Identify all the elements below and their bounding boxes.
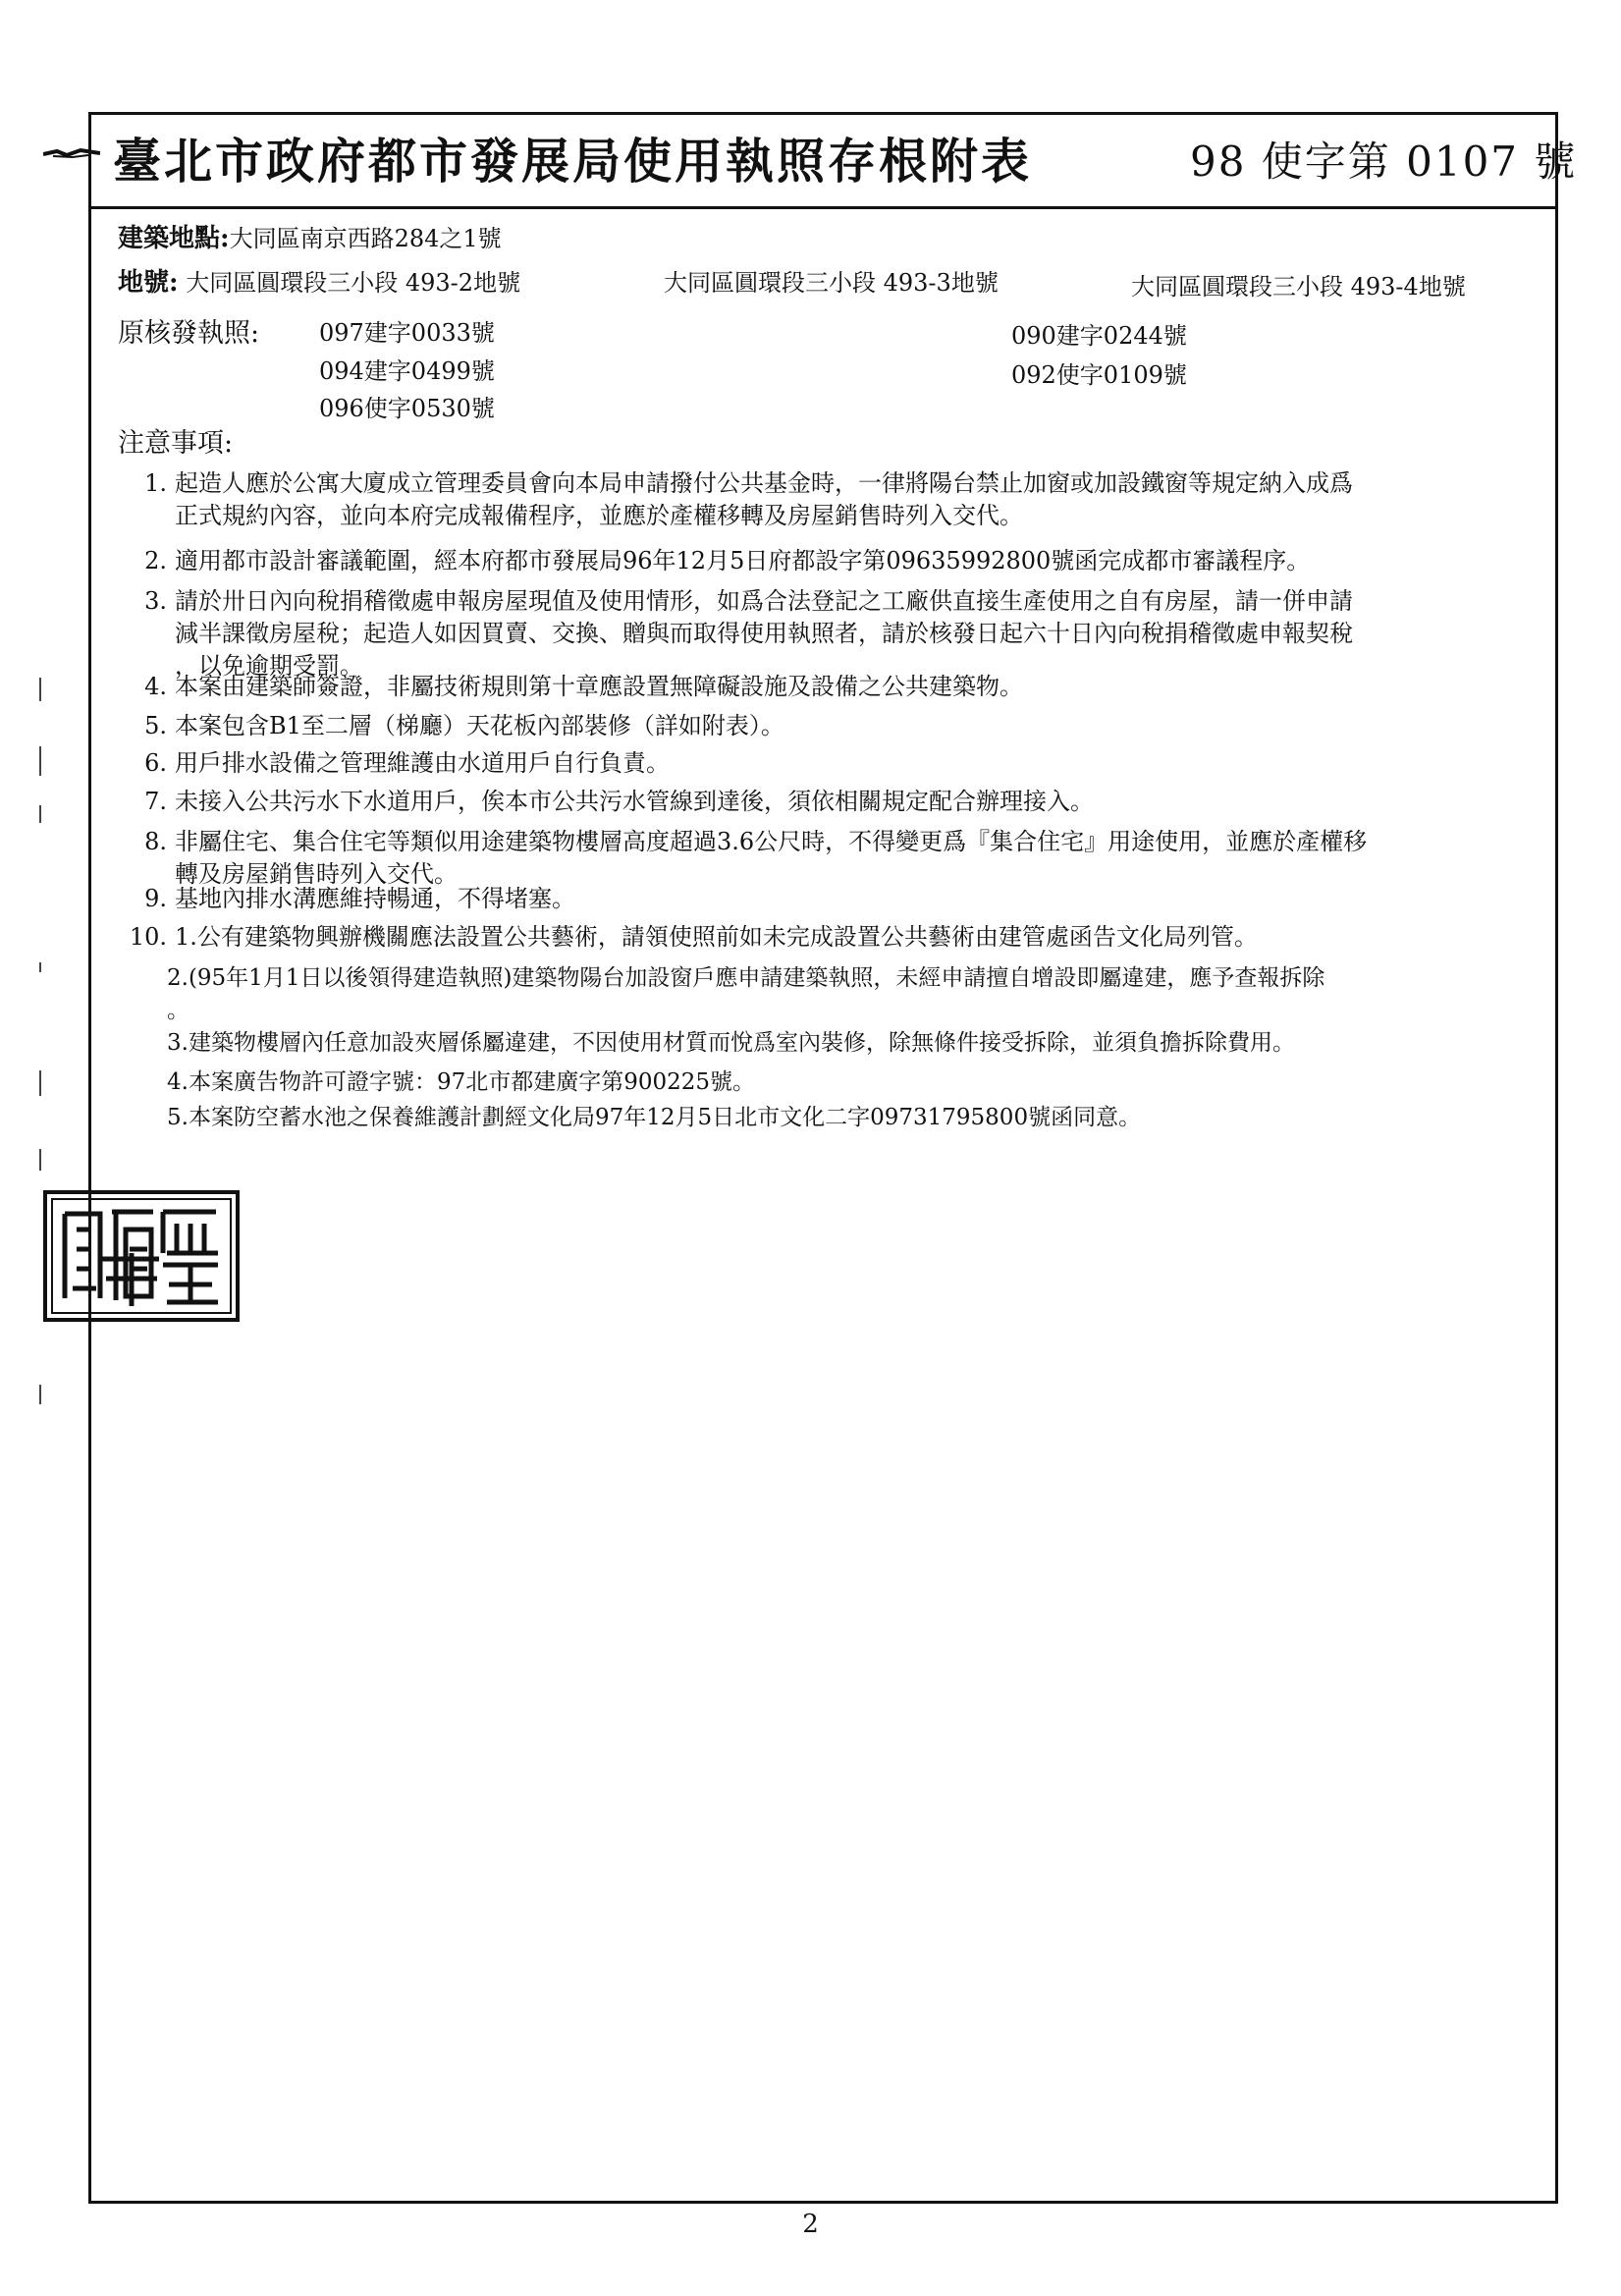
note-number: 5.	[144, 712, 167, 739]
note-item	[120, 710, 1553, 742]
note-number: 2.	[144, 547, 167, 574]
note-body	[175, 786, 1553, 818]
permit-item: 097建字0033號	[319, 319, 495, 347]
lot-item: 大同區圓環段三小段 493-2地號	[186, 269, 521, 297]
address-value: 大同區南京西路284之1號	[229, 225, 502, 252]
note-line: 本案包含B1至二層（梯廳）天花板內部裝修（詳如附表）。	[175, 712, 784, 739]
header-divider	[88, 206, 1558, 209]
lot-item: 大同區圓環段三小段 493-4地號	[1131, 273, 1466, 301]
sub-note-item	[167, 1066, 1551, 1099]
official-seal-icon	[43, 1190, 240, 1322]
note-line: 基地內排水溝應維持暢通，不得堵塞。	[175, 885, 575, 912]
note-item	[120, 826, 1553, 891]
permit-item: 090建字0244號	[1011, 322, 1187, 350]
note-item	[120, 585, 1553, 683]
permit-number: 98 使字第 0107 號	[1190, 137, 1578, 186]
note-item	[120, 545, 1553, 577]
address-label: 建築地點:	[118, 224, 230, 253]
permit-item: 092使字0109號	[1011, 361, 1187, 389]
page-frame	[88, 112, 1558, 2204]
note-line: 用戶排水設備之管理維護由水道用戶自行負責。	[175, 749, 670, 777]
note-line: 轉及房屋銷售時列入交代。	[175, 860, 458, 888]
lot-label: 地號:	[118, 268, 179, 298]
note-line: 本案由建築師簽證，非屬技術規則第十章應設置無障礙設施及設備之公共建築物。	[175, 673, 1023, 700]
permit-item: 094建字0499號	[319, 357, 495, 385]
note-number: 7.	[144, 788, 167, 815]
note-line: 正式規約內容，並向本府完成報備程序，並應於產權移轉及房屋銷售時列入交代。	[175, 502, 1023, 529]
lot-item: 大同區圓環段三小段 493-3地號	[664, 269, 999, 297]
note-number: 9.	[144, 885, 167, 912]
note-number: 1.	[144, 469, 167, 497]
sub-note-item	[167, 962, 1551, 1027]
permit-item: 096使字0530號	[319, 395, 495, 422]
note-line: 起造人應於公寓大廈成立管理委員會向本局申請撥付公共基金時，一律將陽台禁止加窗或加設鐵窗等規定納入成爲	[175, 469, 1353, 497]
note-body	[175, 883, 1553, 915]
note-body	[175, 921, 1553, 954]
note-body	[175, 710, 1553, 742]
sub-note-line: 5.本案防空蓄水池之保養維護計劃經文化局97年12月5日北市文化二字09731795800號函同意。	[167, 1105, 1142, 1130]
sub-note-line: 2.(95年1月1日以後領得建造執照)建築物陽台加設窗戶應申請建築執照，未經申請擅自增設即屬違建，應予查報拆除	[167, 965, 1325, 991]
note-line: 適用都市設計審議範圍，經本府都市發展局96年12月5日府都設字第09635992800號函完成都市審議程序。	[175, 547, 1311, 574]
sub-note-line: 3.建築物樓層內任意加設夾層係屬違建，不因使用材質而悅爲室內裝修，除無條件接受拆除，並須負擔拆除費用。	[167, 1030, 1295, 1056]
note-number: 8.	[144, 828, 167, 855]
note-line: 非屬住宅、集合住宅等類似用途建築物樓層高度超過3.6公尺時，不得變更爲『集合住宅』用途使用，並應於產權移	[175, 828, 1368, 855]
note-body	[175, 671, 1553, 703]
note-number: 3.	[144, 587, 167, 615]
note-line: 1.公有建築物興辦機關應法設置公共藝術，請領使照前如未完成設置公共藝術由建管處函告文化局列管。	[175, 923, 1258, 951]
document-title: 臺北市政府都市發展局使用執照存根附表	[113, 133, 1033, 190]
note-line: ，以免逾期受罰。	[175, 652, 363, 680]
note-body	[175, 747, 1553, 780]
note-line: 減半課徵房屋稅；起造人如因買賣、交換、贈與而取得使用執照者，請於核發日起六十日內向稅捐稽徵處申報契稅	[175, 620, 1353, 647]
note-body	[175, 826, 1553, 891]
note-number: 10.	[129, 923, 167, 951]
note-item	[120, 671, 1553, 703]
sub-note-line: 4.本案廣告物許可證字號：97北市都建廣字第900225號。	[167, 1069, 756, 1095]
original-permits-label: 原核發執照:	[118, 318, 260, 349]
page-number: 2	[802, 2210, 819, 2239]
note-item	[120, 786, 1553, 818]
note-item	[120, 747, 1553, 780]
note-body	[175, 545, 1553, 577]
note-item	[120, 921, 1553, 954]
note-number: 4.	[144, 673, 167, 700]
sub-note-line: 。	[167, 998, 189, 1023]
note-item	[120, 467, 1553, 532]
lot-line	[118, 267, 520, 300]
note-line: 請於卅日內向稅捐稽徵處申報房屋現值及使用情形，如爲合法登記之工廠供直接生產使用之自有房屋，請一併申請	[175, 587, 1353, 615]
sub-note-item	[167, 1027, 1551, 1060]
notes-heading: 注意事項:	[118, 428, 234, 459]
note-line: 未接入公共污水下水道用戶，俟本市公共污水管線到達後，須依相關規定配合辦理接入。	[175, 788, 1094, 815]
sub-note-item	[167, 1102, 1551, 1134]
note-body	[175, 467, 1553, 532]
note-number: 6.	[144, 749, 167, 777]
note-item	[120, 883, 1553, 915]
note-body	[175, 585, 1553, 683]
address-line	[118, 223, 502, 255]
